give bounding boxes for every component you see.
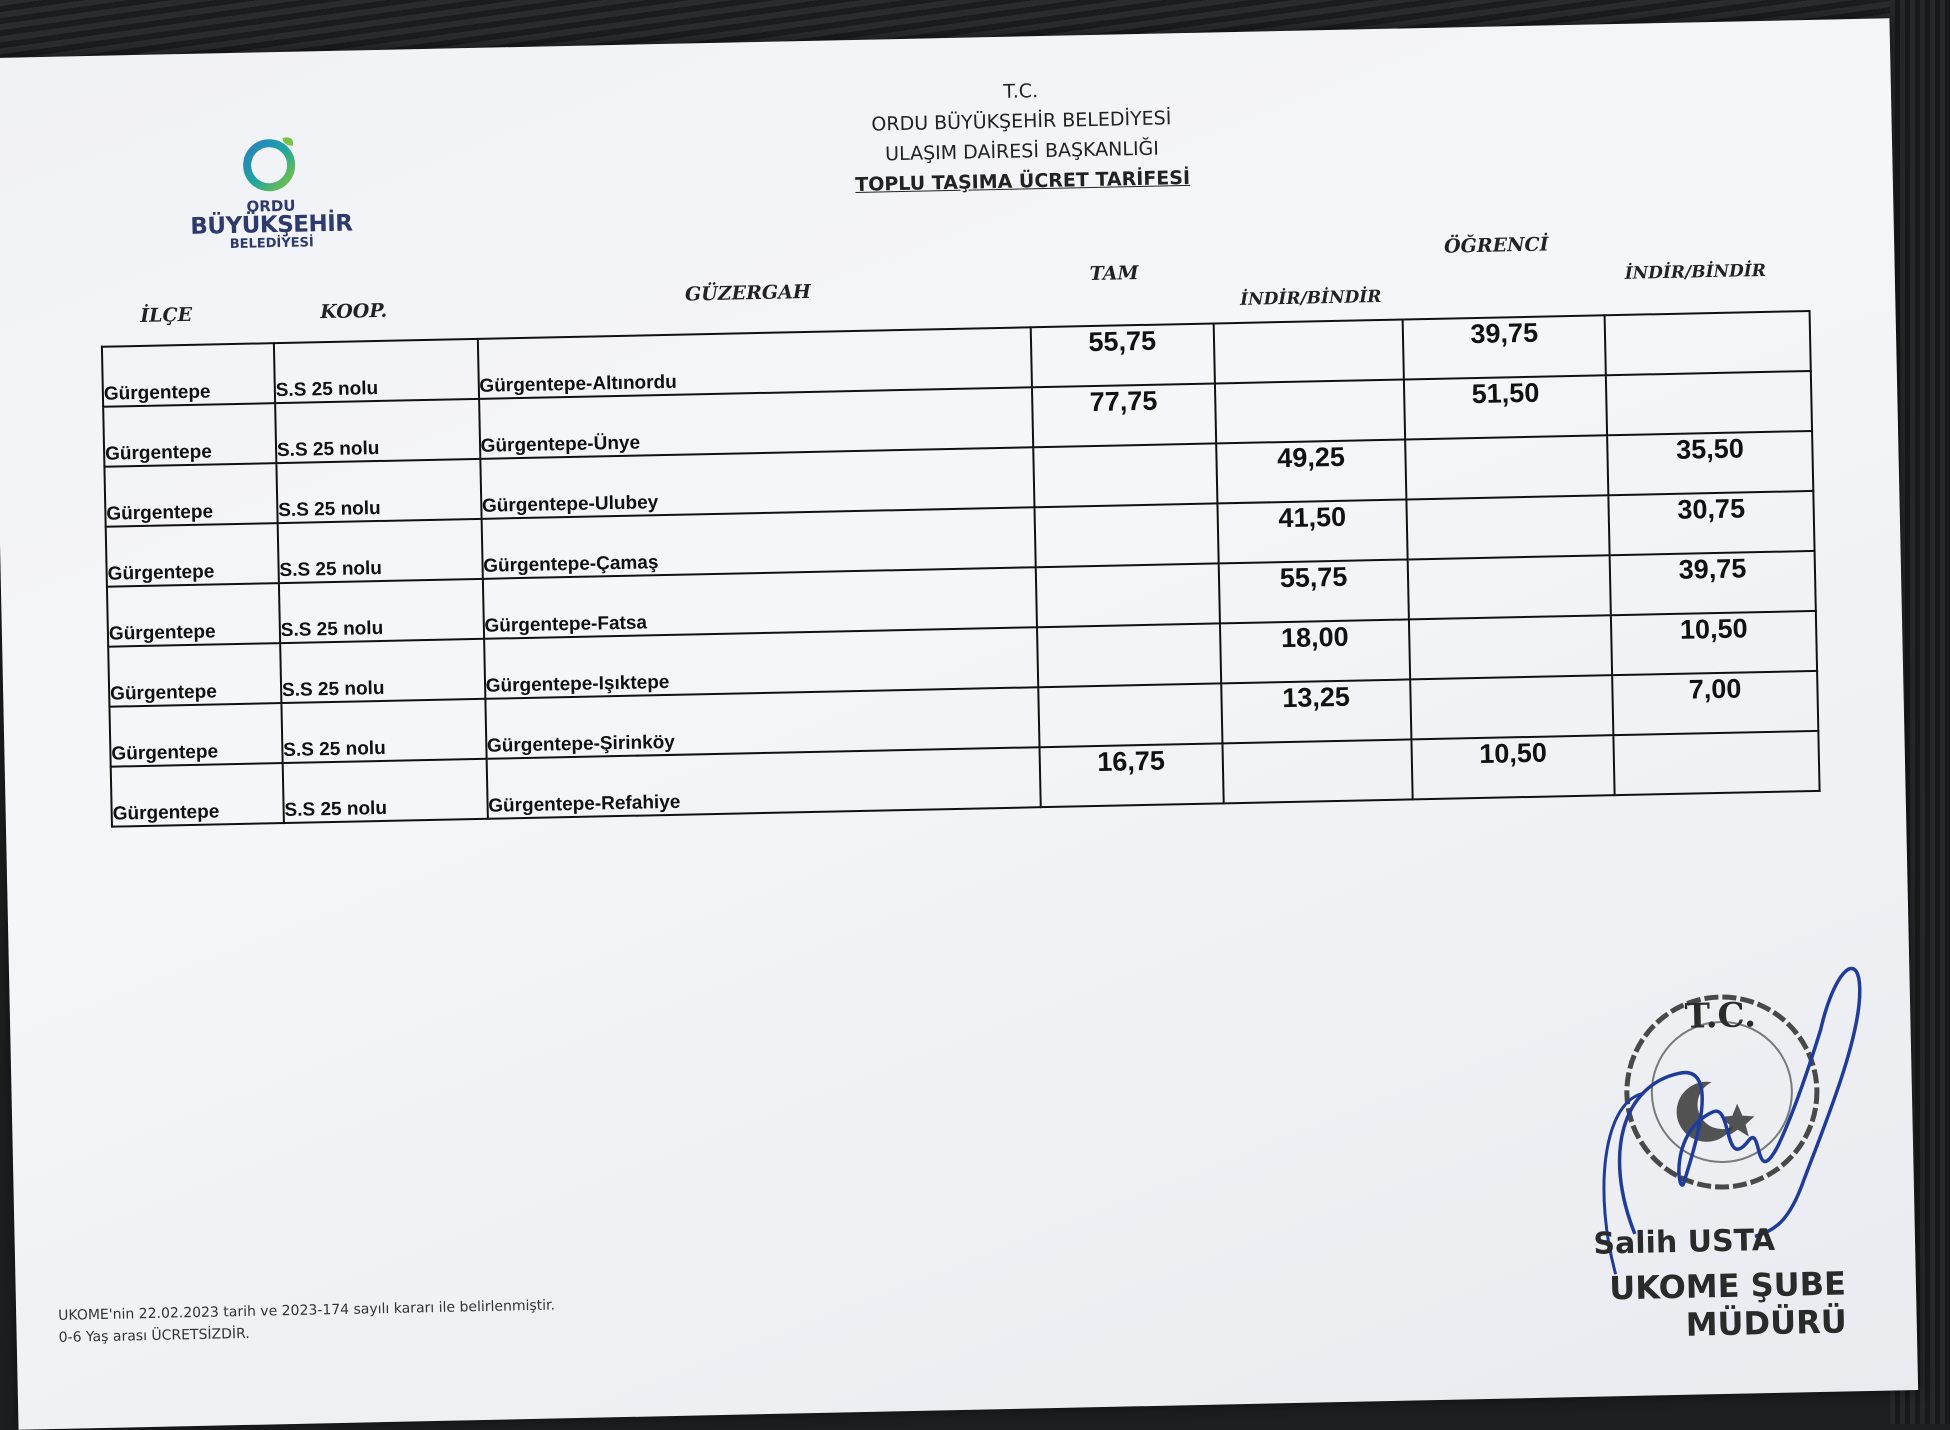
tariff-document [0, 18, 1918, 1429]
cell-guzergah: Gürgentepe-Şirinköy [485, 687, 1039, 759]
cell-guzergah: Gürgentepe-Ünye [479, 387, 1033, 459]
column-header-ogrenci: ÖĞRENCİ [1443, 233, 1549, 258]
logo-line-3: BELEDİYESİ [229, 235, 314, 253]
cell-guzergah: Gürgentepe-Işıktepe [484, 627, 1038, 699]
cell-indir-bindir-tam [1222, 739, 1413, 803]
cell-indir-bindir-tam [1213, 320, 1404, 384]
cell-tam: 77,75 [1032, 383, 1216, 447]
seal-text: T.C. [1684, 995, 1757, 1037]
cell-ogrenci [1411, 675, 1614, 739]
cell-koop: S.S 25 nolu [279, 579, 484, 643]
cell-tam: 16,75 [1039, 743, 1223, 807]
column-header-indir-bindir-tam: İNDİR/BİNDİR [1239, 286, 1382, 310]
cell-indir-bindir-ogrenci: 35,50 [1607, 431, 1813, 495]
logo-line-2: BÜYÜKŞEHİR [190, 210, 353, 240]
cell-indir-bindir-tam: 13,25 [1221, 679, 1412, 743]
cell-ilce: Gürgentepe [109, 703, 282, 767]
cell-indir-bindir-ogrenci: 30,75 [1609, 491, 1815, 555]
column-header-tam: TAM [1089, 262, 1139, 286]
column-header-guzergah: GÜZERGAH [684, 280, 812, 306]
cell-ilce: Gürgentepe [104, 463, 277, 527]
cell-indir-bindir-tam: 55,75 [1218, 559, 1409, 623]
cell-ilce: Gürgentepe [102, 343, 275, 407]
signatory-title: UKOME ŞUBE MÜDÜRÜ [1608, 1264, 1848, 1344]
logo-line-1: ORDU [246, 196, 296, 216]
cell-indir-bindir-ogrenci: 10,50 [1611, 611, 1817, 675]
column-header-indir-bindir-ogrenci: İNDİR/BİNDİR [1624, 260, 1767, 284]
cell-guzergah: Gürgentepe-Ulubey [480, 447, 1034, 519]
header-tc: T.C. [1003, 80, 1039, 103]
cell-guzergah: Gürgentepe-Altınordu [477, 327, 1031, 399]
cell-koop: S.S 25 nolu [283, 759, 488, 823]
cell-tam [1038, 683, 1222, 747]
cell-koop: S.S 25 nolu [281, 699, 486, 763]
header-department: ULAŞIM DAİRESİ BAŞKANLIĞI [884, 137, 1160, 166]
cell-ogrenci [1408, 555, 1611, 619]
cell-indir-bindir-tam [1215, 379, 1406, 443]
cell-tam [1036, 563, 1220, 627]
footnote-decision: UKOME'nin 22.02.2023 tarih ve 2023-174 sayılı kararı ile belirlenmiştir. [58, 1297, 556, 1324]
cell-koop: S.S 25 nolu [278, 519, 483, 583]
crescent-icon [1676, 1081, 1733, 1142]
cell-ilce: Gürgentepe [107, 583, 280, 647]
footnote-free-age: 0-6 Yaş arası ÜCRETSİZDİR. [58, 1325, 250, 1346]
column-header-ilce: İLÇE [140, 303, 193, 327]
cell-guzergah: Gürgentepe-Refahiye [486, 747, 1040, 819]
cell-ogrenci: 51,50 [1404, 375, 1607, 439]
cell-indir-bindir-tam: 49,25 [1216, 439, 1407, 503]
cell-indir-bindir-tam: 41,50 [1217, 499, 1408, 563]
document-title: TOPLU TAŞIMA ÜCRET TARİFESİ [855, 166, 1191, 196]
signatory-block [1445, 1221, 1847, 1348]
cell-indir-bindir-ogrenci: 7,00 [1612, 671, 1818, 735]
cell-indir-bindir-tam: 18,00 [1220, 619, 1411, 683]
cell-koop: S.S 25 nolu [280, 639, 485, 703]
cell-tam: 55,75 [1031, 323, 1215, 387]
cell-indir-bindir-ogrenci: 39,75 [1610, 551, 1816, 615]
cell-ogrenci: 10,50 [1412, 735, 1615, 799]
cell-ilce: Gürgentepe [108, 643, 281, 707]
logo-ring-icon [238, 132, 301, 195]
cell-ogrenci [1406, 435, 1609, 499]
cell-guzergah: Gürgentepe-Çamaş [481, 507, 1035, 579]
cell-koop: S.S 25 nolu [276, 459, 481, 523]
cell-guzergah: Gürgentepe-Fatsa [482, 567, 1036, 639]
document-header [791, 72, 1253, 202]
cell-indir-bindir-ogrenci [1614, 731, 1820, 795]
cell-indir-bindir-ogrenci [1606, 371, 1812, 435]
footnote [58, 1294, 556, 1348]
cell-tam [1037, 623, 1221, 687]
cell-ogrenci [1409, 615, 1612, 679]
cell-ilce: Gürgentepe [106, 523, 279, 587]
municipality-logo [169, 130, 371, 252]
cell-koop: S.S 25 nolu [275, 399, 480, 463]
cell-indir-bindir-ogrenci [1605, 311, 1811, 375]
tariff-table [101, 310, 1821, 828]
header-municipality: ORDU BÜYÜKŞEHİR BELEDİYESİ [871, 107, 1172, 136]
signatory-name: Salih USTA [1593, 1222, 1776, 1262]
cell-tam [1033, 443, 1217, 507]
cell-ilce: Gürgentepe [103, 403, 276, 467]
cell-ilce: Gürgentepe [111, 763, 284, 827]
cell-ogrenci [1407, 495, 1610, 559]
cell-ogrenci: 39,75 [1403, 315, 1606, 379]
cell-koop: S.S 25 nolu [274, 339, 479, 403]
column-header-koop: KOOP. [320, 299, 388, 324]
cell-tam [1034, 503, 1218, 567]
